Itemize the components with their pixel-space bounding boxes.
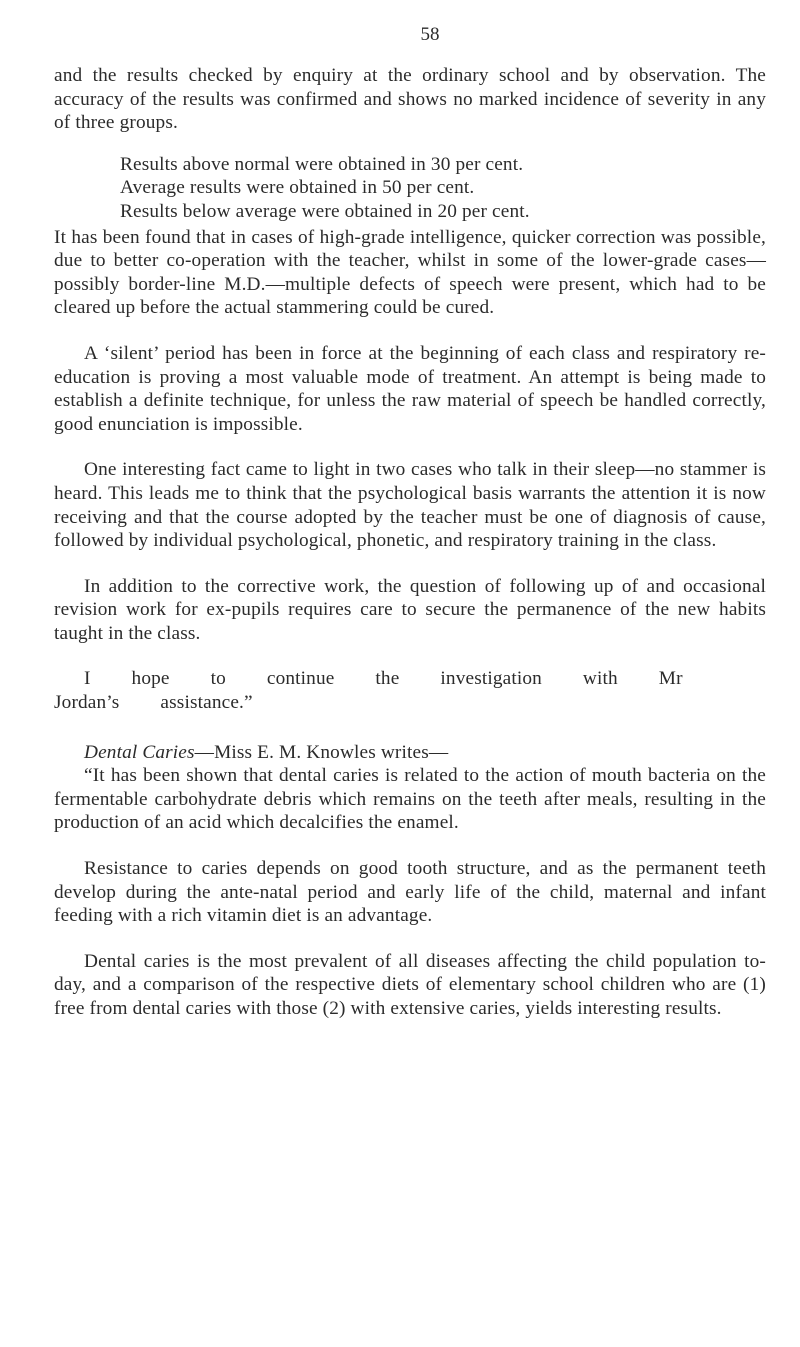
document-page: [54, 0, 766, 1021]
paragraph-silent-period: A ‘silent’ period has been in force at the beginning of each class and respiratory re-education is proving a most valuable mode of treatment. An attempt is being made to establish a definite technique, for unless the raw material of speech be handled correctly, good enunciation is impossible.: [54, 342, 766, 435]
result-below-average: Results below average were obtained in 20 per cent.: [120, 200, 530, 222]
intro-paragraph: and the results checked by enquiry at the ordinary school and by observation. The accuracy of the results was confirmed and shows no marked incidence of severity in any of three groups.: [54, 65, 766, 134]
dental-paragraph-bacteria: “It has been shown that dental caries is related to the action of mouth bacteria on the fermentable carbohydrate debris which remains on the teeth after meals, resulting in the production of an acid which decalcifies the enamel.: [54, 765, 766, 834]
paragraph-continue-investigation: I hope to continue the investigation with Mr Jordan’s assistance.”: [54, 668, 683, 714]
section-heading: [54, 741, 766, 765]
paragraph-sleep-fact: One interesting fact came to light in two cases who talk in their sleep—no stammer is heard. This leads me to think that the psychological basis warrants the attention it is now receiving and that the course adopted by the teacher must be one of diagnosis of cause, followed by individual psychological, phonetic, and respiratory training in the class.: [54, 459, 766, 552]
paragraph-follow-up: In addition to the corrective work, the question of following up of and occasional revision work for ex-pupils requires care to secure the permanence of the new habits taught in the class.: [54, 575, 766, 644]
section-title: Dental Caries: [84, 741, 195, 763]
page-number: 58: [420, 24, 440, 45]
results-list: [54, 153, 766, 224]
dental-paragraph-resistance: Resistance to caries depends on good tooth structure, and as the permanent teeth develop during the ante-natal period and early life of the child, maternal and infant feeding with a rich vitamin diet is an advantage.: [54, 858, 766, 927]
dental-paragraph-prevalence: Dental caries is the most prevalent of all diseases affecting the child population to-day, and a comparison of the respective diets of elementary school children who are (1) free from dental caries with those (2) with extensive caries, yields interesting results.: [54, 950, 766, 1019]
paragraph-intelligence: It has been found that in cases of high-grade intelligence, quicker correction was possible, due to better co-operation with the teacher, whilst in some of the lower-grade cases—possibly border-line M.D.—multiple defects of speech were present, which had to be cleared up before the actual stammering could be cured.: [54, 226, 766, 319]
section-author-line: —Miss E. M. Knowles writes—: [194, 741, 449, 763]
result-above-normal: Results above normal were obtained in 30 per cent.: [120, 153, 524, 175]
result-average: Average results were obtained in 50 per cent.: [120, 177, 475, 199]
